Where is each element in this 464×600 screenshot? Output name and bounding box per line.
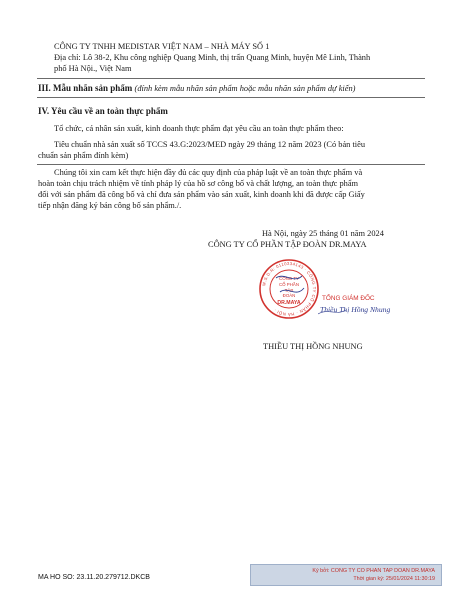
section-3-note: (đính kèm mẫu nhãn sản phẩm hoặc mẫu nhãn sản phẩm dự kiến) bbox=[134, 84, 356, 93]
place-and-date: Hà Nội, ngày 25 tháng 01 năm 2024 bbox=[262, 229, 384, 238]
divider bbox=[37, 78, 425, 79]
manufacturer-address-line-1: Địa chỉ: Lô 38-2, Khu công nghiệp Quang Minh, thị trấn Quang Minh, huyện Mê Linh, Thành bbox=[54, 53, 371, 62]
commitment-line-2: hoàn toàn chịu trách nhiệm về tính pháp lý của hồ sơ công bố và chất lượng, an toàn thực phẩm bbox=[38, 179, 359, 188]
section-3-heading bbox=[38, 83, 355, 94]
signing-company: CÔNG TY CỔ PHẦN TẬP ĐOÀN DR.MAYA bbox=[208, 240, 367, 249]
dossier-code: MA HO SO: 23.11.20.279712.DKCB bbox=[38, 574, 150, 581]
svg-text:ĐOÀN: ĐOÀN bbox=[282, 293, 296, 298]
signed-time: Thời gian ký: 25/01/2024 11:30:19 bbox=[353, 576, 435, 582]
manufacturer-address-line-2: phố Hà Nội., Việt Nam bbox=[54, 64, 132, 73]
svg-text:TỔNG GIÁM ĐỐC: TỔNG GIÁM ĐỐC bbox=[322, 295, 375, 302]
svg-text:TẬP: TẬP bbox=[284, 288, 294, 293]
commitment-line-3: đối với sản phẩm đã công bố và chỉ đưa sản phẩm vào sản xuất, kinh doanh khi đã được cấp Giấy bbox=[38, 190, 365, 199]
commitment-line-4: tiếp nhận đăng ký bản công bố sản phẩm./. bbox=[38, 201, 182, 210]
company-seal-icon bbox=[258, 258, 320, 320]
svg-text:M.S.D.N: 0110334143 · CÔNG TY: M.S.D.N: 0110334143 · CÔNG TY CỔ PHẦN · HÀ NỘI · bbox=[261, 260, 318, 318]
divider bbox=[37, 97, 425, 98]
divider bbox=[37, 164, 425, 165]
svg-text:DR.MAYA: DR.MAYA bbox=[277, 300, 301, 306]
svg-text:CÔNG TY: CÔNG TY bbox=[279, 276, 299, 281]
section-4-standard-line-2: chuẩn sản phẩm đính kèm) bbox=[38, 151, 129, 160]
signer-name: THIỀU THỊ HỒNG NHUNG bbox=[263, 342, 363, 351]
section-3-title: III. Mẫu nhãn sản phẩm bbox=[38, 83, 133, 93]
signed-by: Ký bởi: CONG TY CO PHAN TAP DOAN DR.MAYA bbox=[312, 568, 435, 574]
handwritten-signature-icon bbox=[318, 292, 430, 316]
manufacturer-name: CÔNG TY TNHH MEDISTAR VIỆT NAM – NHÀ MÁY SỐ 1 bbox=[54, 42, 270, 51]
svg-text:Thiều Thị Hồng Nhung: Thiều Thị Hồng Nhung bbox=[320, 305, 391, 314]
svg-text:CỔ PHẦN: CỔ PHẦN bbox=[278, 282, 300, 287]
section-4-standard-line-1: Tiêu chuẩn nhà sản xuất số TCCS 43.G:2023/MED ngày 29 tháng 12 năm 2023 (Có bản tiêu bbox=[54, 140, 366, 149]
commitment-line-1: Chúng tôi xin cam kết thực hiện đầy đủ các quy định của pháp luật về an toàn thực phẩm và bbox=[54, 168, 363, 177]
digital-signature-box bbox=[250, 564, 442, 586]
section-4-paragraph-1: Tổ chức, cá nhân sản xuất, kinh doanh thực phẩm đạt yêu cầu an toàn thực phẩm theo: bbox=[54, 124, 344, 133]
section-4-heading: IV. Yêu cầu về an toàn thực phẩm bbox=[38, 106, 168, 116]
